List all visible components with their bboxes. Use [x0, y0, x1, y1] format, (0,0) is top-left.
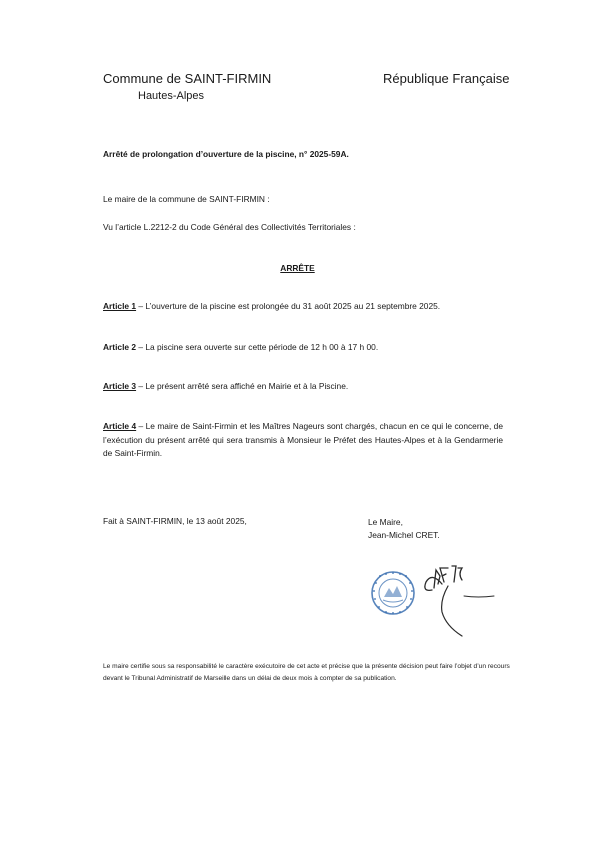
article-label: Article 1 [103, 301, 137, 311]
article-label: Article 3 [103, 381, 137, 391]
signatory-title: Le Maire, [368, 517, 403, 527]
article-label: Article 4 [103, 421, 137, 431]
department-name: Hautes-Alpes [138, 90, 205, 102]
place-date: Fait à SAINT-FIRMIN, le 13 août 2025, [103, 516, 247, 526]
legal-footer-notice: Le maire certifie sous sa responsabilité le caractère exécutoire de cet acte et précise que la présente décision peut faire l’objet d’un recours devant le Tribunal Administratif de Marseille dans un délai de deux mois à compter de sa publication. [103, 663, 510, 682]
article-3 [103, 380, 503, 394]
article-1 [103, 300, 503, 314]
town-seal-stamp [370, 570, 416, 616]
legal-reference: Vu l’article L.2212-2 du Code Général des Collectivités Territoriales : [103, 222, 356, 232]
maire-intro: Le maire de la commune de SAINT-FIRMIN : [103, 194, 270, 204]
republic-label: République Française [383, 71, 510, 86]
commune-name: Commune de SAINT-FIRMIN [103, 71, 272, 86]
article-text: – Le présent arrêté sera affiché en Mairie et à la Piscine. [136, 381, 349, 391]
article-text: – La piscine sera ouverte sur cette période de 12 h 00 à 17 h 00. [136, 342, 379, 352]
handwritten-signature [418, 560, 498, 642]
article-text: – L’ouverture de la piscine est prolongée du 31 août 2025 au 21 septembre 2025. [136, 301, 441, 311]
decree-title: Arrêté de prolongation d’ouverture de la piscine, n° 2025-59A. [103, 149, 349, 159]
article-label: Article 2 [103, 342, 137, 352]
signatory-block [368, 516, 440, 542]
article-text: – Le maire de Saint-Firmin et les Maîtres Nageurs sont chargés, chacun en ce qui le concerne, de l’exécution du présent arrêté qui sera transmis à Monsieur le Préfet des Hautes-Alpes et à la Gendarmerie de Saint-Firmin. [103, 421, 503, 458]
article-4 [103, 420, 503, 461]
signatory-name: Jean-Michel CRET. [368, 530, 440, 540]
decree-heading: ARRÊTE [280, 263, 315, 273]
article-2 [103, 341, 503, 355]
